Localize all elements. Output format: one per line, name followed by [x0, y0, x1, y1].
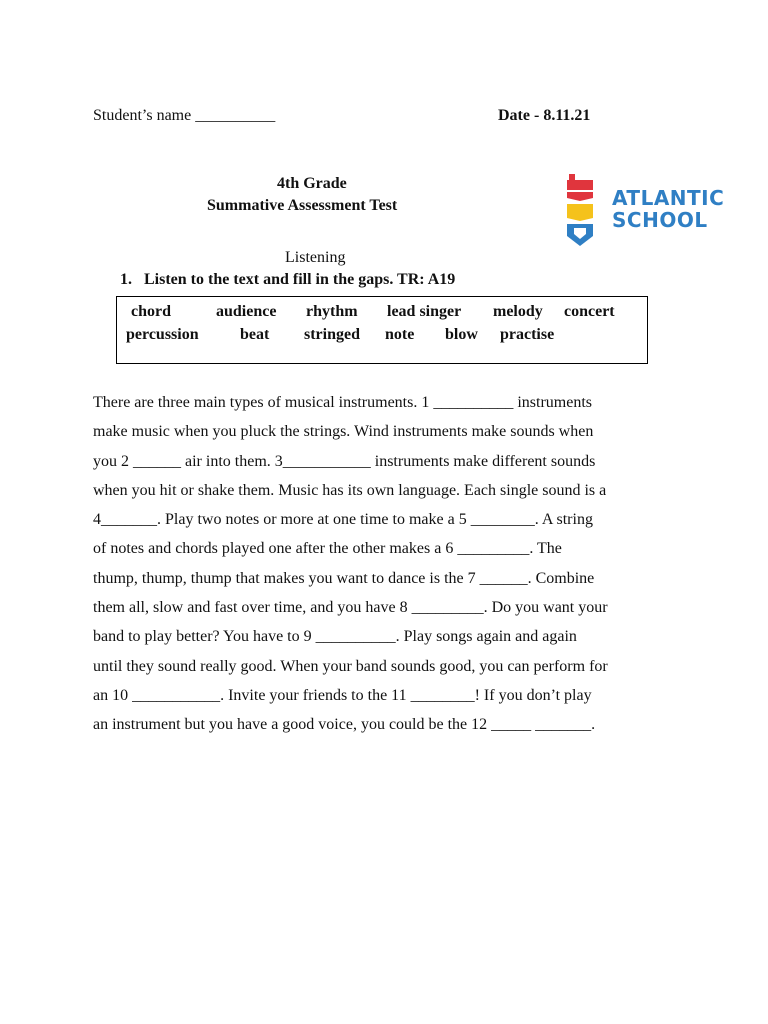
passage-line: make music when you pluck the strings. Wind instruments make sounds when [93, 423, 594, 441]
word-bank-item: lead singer [387, 303, 462, 320]
word-bank-item: audience [216, 303, 277, 320]
word-bank-item: note [385, 326, 415, 343]
word-bank-item: stringed [304, 326, 360, 343]
passage-line: of notes and chords played one after the other makes a 6 _________. The [93, 540, 562, 558]
test-title: Summative Assessment Test [207, 197, 398, 214]
passage-line: when you hit or shake them. Music has its own language. Each single sound is a [93, 481, 607, 499]
task-text: Listen to the text and fill in the gaps. TR: A19 [144, 271, 456, 288]
atlantic-school-logo [560, 170, 730, 250]
word-bank-item: chord [131, 303, 171, 320]
school-crest-icon [560, 170, 600, 250]
task-instruction [120, 270, 455, 290]
date-label: Date - 8.11.21 [498, 107, 591, 124]
word-bank-item: blow [445, 326, 478, 343]
word-bank-item: concert [564, 303, 615, 320]
word-bank-item: beat [240, 326, 270, 343]
passage-line: you 2 ______ air into them. 3___________ instruments make different sounds [93, 452, 596, 470]
student-name-field: Student’s name __________ [93, 107, 276, 124]
passage-line: band to play better? You have to 9 __________. Play songs again and again [93, 628, 577, 646]
word-bank-box [116, 296, 648, 364]
logo-text-school: SCHOOL [612, 208, 708, 232]
passage-line: until they sound really good. When your band sounds good, you can perform for [93, 657, 608, 675]
grade-title: 4th Grade [277, 175, 347, 192]
logo-text-atlantic: ATLANTIC [612, 186, 725, 210]
word-bank-item: rhythm [306, 303, 358, 320]
passage-line: thump, thump, thump that makes you want to dance is the 7 ______. Combine [93, 569, 595, 587]
word-bank-item: melody [493, 303, 543, 320]
passage-line: There are three main types of musical instruments. 1 __________ instruments [93, 394, 592, 411]
task-number: 1. [120, 271, 132, 288]
word-bank-item: percussion [126, 326, 199, 343]
passage-line: 4_______. Play two notes or more at one time to make a 5 ________. A string [93, 511, 593, 529]
section-title: Listening [285, 249, 346, 266]
gap-fill-passage [93, 388, 693, 740]
passage-line: them all, slow and fast over time, and you have 8 _________. Do you want your [93, 599, 608, 617]
word-bank-item: practise [500, 326, 555, 343]
passage-line: an instrument but you have a good voice, you could be the 12 _____ _______. [93, 716, 596, 734]
passage-line: an 10 ___________. Invite your friends to the 11 ________! If you don’t play [93, 686, 592, 704]
